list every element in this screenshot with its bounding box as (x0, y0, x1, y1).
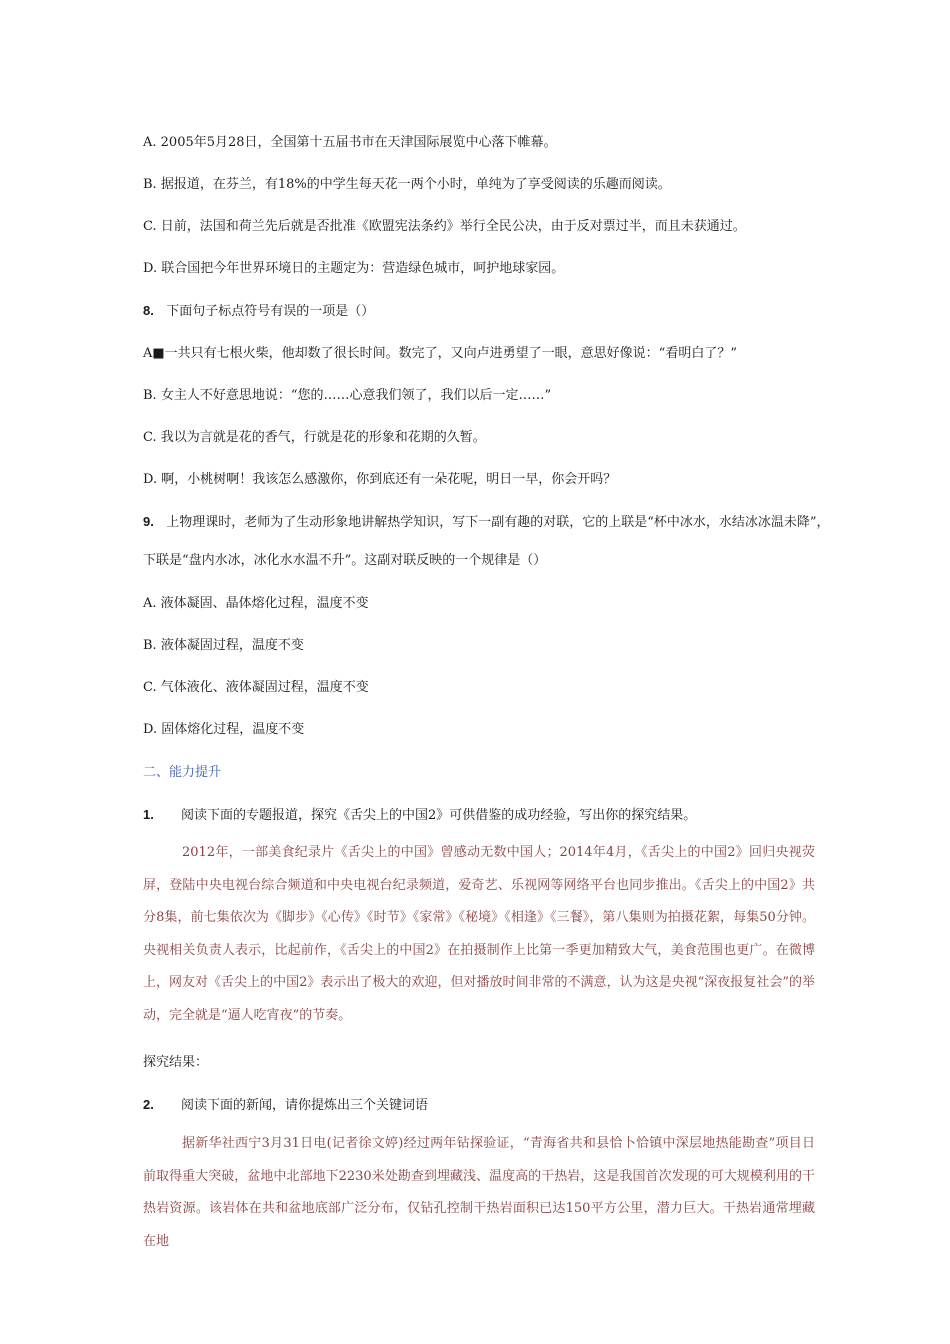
question-text: 下面句子标点符号有误的一项是（） (166, 304, 375, 319)
q8-option-c: C. 我以为言就是花的香气，行就是花的形象和花期的久暂。 (143, 430, 486, 445)
answer-label: 探究结果： (143, 1055, 209, 1070)
q7-option-c: C. 日前，法国和荷兰先后就是否批准《欧盟宪法条约》举行全民公决，由于反对票过半，而且未获通过。 (143, 219, 746, 234)
q9-option-d: D. 固体熔化过程，温度不变 (143, 722, 305, 737)
q7-option-d: D. 联合国把今年世界环境日的主题定为：营造绿色城市，呵护地球家园。 (143, 261, 565, 276)
q7-option-a: A. 2005年5月28日，全国第十五届书市在天津国际展览中心落下帷幕。 (143, 135, 557, 150)
q8-option-b: B. 女主人不好意思地说：“您的……心意我们领了，我们以后一定……” (143, 388, 552, 403)
question-number: 8. (143, 303, 154, 318)
task-2-passage (143, 1128, 815, 1258)
task-text: 阅读下面的新闻，请你提炼出三个关键词语 (181, 1098, 429, 1113)
question-9-continued: 下联是“盘内水冰，冰化水水温不升”。这副对联反映的一个规律是（） (143, 553, 547, 568)
task-1-prompt (143, 806, 696, 825)
task-2-prompt (143, 1096, 428, 1115)
q9-option-a: A. 液体凝固、晶体熔化过程，温度不变 (143, 596, 369, 611)
question-8 (143, 302, 374, 321)
passage-text: 据新华社西宁3月31日电(记者徐文婷)经过两年钻探验证，“青海省共和县恰卜恰镇中深层地热能勘查”项目日前取得重大突破，盆地中北部地下2230米处勘查到埋藏浅、温度高的干热岩，这是我国首次发现的可大规模利用的干热岩资源。该岩体在共和盆地底部广泛分布，仅钻孔控制干热岩面积已达150平方公里，潜力巨大。干热岩通常埋藏在地 (143, 1136, 815, 1249)
q9-option-b: B. 液体凝固过程，温度不变 (143, 638, 304, 653)
task-text: 阅读下面的专题报道，探究《舌尖上的中国2》可供借鉴的成功经验，写出你的探究结果。 (181, 808, 697, 823)
passage-text: 2012年，一部美食纪录片《舌尖上的中国》曾感动无数中国人；2014年4月，《舌尖上的中国2》回归央视荧屏，登陆中央电视台综合频道和中央电视台纪录频道，爱奇艺、乐视网等网络平台也同步推出。《舌尖上的中国2》共分8集，前七集依次为《脚步》《心传》《时节》《家常》《秘境》《相逢》《三餐》，第八集则为拍摄花絮，每集50分钟。央视相关负责人表示，比起前作，《舌尖上的中国2》在拍摄制作上比第一季更加精致大气，美食范围也更广。在微博上，网友对《舌尖上的中国2》表示出了极大的欢迎，但对播放时间非常的不满意，认为这是央视“深夜报复社会”的举动，完全就是“逼人吃宵夜”的节奏。 (143, 845, 815, 1023)
section-title: 二、能力提升 (143, 765, 222, 780)
question-9 (143, 513, 830, 532)
task-1-passage (143, 837, 815, 1033)
task-number: 1. (143, 807, 154, 822)
q7-option-b: B. 据报道，在芬兰，有18%的中学生每天花一两个小时，单纯为了享受阅读的乐趣而阅读。 (143, 177, 671, 192)
q8-option-a: A■一共只有七根火柴，他却数了很长时间。数完了，又向卢进勇望了一眼，意思好像说：“看明白了？” (143, 346, 737, 361)
question-number: 9. (143, 514, 154, 529)
q8-option-d: D. 啊，小桃树啊！我该怎么感激你，你到底还有一朵花呢，明日一早，你会开吗？ (143, 472, 617, 487)
q9-option-c: C. 气体液化、液体凝固过程，温度不变 (143, 680, 369, 695)
task-number: 2. (143, 1097, 154, 1112)
question-text: 上物理课时，老师为了生动形象地讲解热学知识，写下一副有趣的对联，它的上联是“杯中冰水，水结冰冰温未降”， (166, 515, 830, 530)
